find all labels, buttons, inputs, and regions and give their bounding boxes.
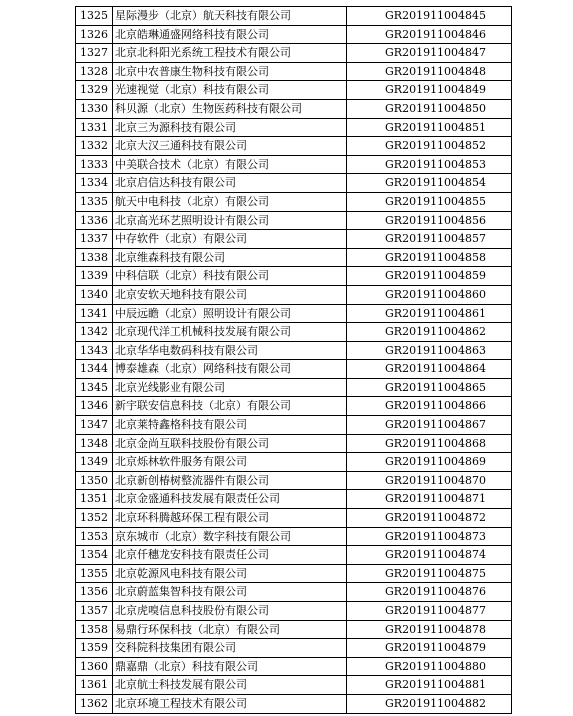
table-row [76,546,512,565]
row-number-cell: 1338 [76,248,113,267]
row-number-cell: 1347 [76,416,113,435]
table-row [76,211,512,230]
table-row [76,639,512,658]
table-row [76,471,512,490]
certificate-number-cell: GR201911004863 [347,341,512,360]
company-name-cell: 博泰雄森（北京）网络科技有限公司 [113,360,347,379]
row-number-cell: 1361 [76,676,113,695]
table-row [76,285,512,304]
company-name-cell: 北京北科阳光系统工程技术有限公司 [113,44,347,63]
table-row [76,62,512,81]
certificate-number-cell: GR201911004872 [347,509,512,528]
row-number-cell: 1346 [76,397,113,416]
table-row [76,602,512,621]
table-row [76,620,512,639]
company-name-cell: 鼎嘉鼎（北京）科技有限公司 [113,657,347,676]
certificate-number-cell: GR201911004875 [347,564,512,583]
company-name-cell: 北京航士科技发展有限公司 [113,676,347,695]
company-name-cell: 京东城市（北京）数字科技有限公司 [113,527,347,546]
company-name-cell: 北京安软天地科技有限公司 [113,285,347,304]
row-number-cell: 1326 [76,25,113,44]
company-name-cell: 北京金尚互联科技股份有限公司 [113,434,347,453]
company-name-cell: 新宇联安信息科技（北京）有限公司 [113,397,347,416]
certificate-number-cell: GR201911004860 [347,285,512,304]
company-name-cell: 北京金盛通科技发展有限责任公司 [113,490,347,509]
certificate-number-cell: GR201911004881 [347,676,512,695]
certificate-number-cell: GR201911004880 [347,657,512,676]
row-number-cell: 1329 [76,81,113,100]
table-row [76,434,512,453]
company-name-cell: 北京启信达科技有限公司 [113,174,347,193]
company-name-cell: 北京新创椿树整流器件有限公司 [113,471,347,490]
table-row [76,192,512,211]
certificate-number-cell: GR201911004859 [347,267,512,286]
table-row [76,230,512,249]
table-row [76,155,512,174]
row-number-cell: 1333 [76,155,113,174]
row-number-cell: 1355 [76,564,113,583]
certificate-number-cell: GR201911004852 [347,137,512,156]
company-name-cell: 北京现代洋工机械科技发展有限公司 [113,323,347,342]
company-name-cell: 星际漫步（北京）航天科技有限公司 [113,7,347,26]
table-row [76,527,512,546]
table-row [76,453,512,472]
company-name-cell: 易鼎行环保科技（北京）有限公司 [113,620,347,639]
table-row [76,7,512,26]
table-row [76,99,512,118]
row-number-cell: 1350 [76,471,113,490]
certificate-number-cell: GR201911004849 [347,81,512,100]
company-name-cell: 北京皓琳通盛网络科技有限公司 [113,25,347,44]
company-name-cell: 北京三为源科技有限公司 [113,118,347,137]
certificate-number-cell: GR201911004878 [347,620,512,639]
row-number-cell: 1344 [76,360,113,379]
company-name-cell: 北京仟穗龙安科技有限责任公司 [113,546,347,565]
certificate-number-cell: GR201911004873 [347,527,512,546]
certificate-number-cell: GR201911004846 [347,25,512,44]
table-row [76,397,512,416]
certificate-number-cell: GR201911004868 [347,434,512,453]
certificate-number-cell: GR201911004869 [347,453,512,472]
company-name-cell: 北京环境工程技术有限公司 [113,694,347,713]
table-body [76,7,512,714]
row-number-cell: 1354 [76,546,113,565]
certificate-number-cell: GR201911004855 [347,192,512,211]
company-name-cell: 北京华华电数码科技有限公司 [113,341,347,360]
row-number-cell: 1358 [76,620,113,639]
table-row [76,25,512,44]
company-name-cell: 北京维森科技有限公司 [113,248,347,267]
row-number-cell: 1362 [76,694,113,713]
row-number-cell: 1332 [76,137,113,156]
table-row [76,248,512,267]
row-number-cell: 1331 [76,118,113,137]
table-row [76,564,512,583]
certificate-number-cell: GR201911004879 [347,639,512,658]
certificate-number-cell: GR201911004870 [347,471,512,490]
company-name-cell: 北京虎嗅信息科技股份有限公司 [113,602,347,621]
certificate-number-cell: GR201911004865 [347,378,512,397]
row-number-cell: 1343 [76,341,113,360]
certificate-number-cell: GR201911004856 [347,211,512,230]
certificate-number-cell: GR201911004850 [347,99,512,118]
row-number-cell: 1356 [76,583,113,602]
company-name-cell: 北京中农普康生物科技有限公司 [113,62,347,81]
certificate-number-cell: GR201911004862 [347,323,512,342]
certificate-number-cell: GR201911004854 [347,174,512,193]
certificate-number-cell: GR201911004848 [347,62,512,81]
company-name-cell: 科贝源（北京）生物医药科技有限公司 [113,99,347,118]
row-number-cell: 1359 [76,639,113,658]
company-name-cell: 中科信联（北京）科技有限公司 [113,267,347,286]
row-number-cell: 1351 [76,490,113,509]
row-number-cell: 1340 [76,285,113,304]
certificate-number-cell: GR201911004871 [347,490,512,509]
certificate-number-cell: GR201911004861 [347,304,512,323]
certificate-number-cell: GR201911004882 [347,694,512,713]
certificate-number-cell: GR201911004857 [347,230,512,249]
table-row [76,583,512,602]
row-number-cell: 1335 [76,192,113,211]
company-certificate-table [75,6,512,714]
certificate-number-cell: GR201911004876 [347,583,512,602]
table-row [76,509,512,528]
row-number-cell: 1325 [76,7,113,26]
row-number-cell: 1360 [76,657,113,676]
table-row [76,341,512,360]
row-number-cell: 1342 [76,323,113,342]
company-name-cell: 北京烁林软件服务有限公司 [113,453,347,472]
company-name-cell: 航天中电科技（北京）有限公司 [113,192,347,211]
row-number-cell: 1353 [76,527,113,546]
company-name-cell: 北京光线影业有限公司 [113,378,347,397]
table-row [76,676,512,695]
row-number-cell: 1348 [76,434,113,453]
certificate-number-cell: GR201911004864 [347,360,512,379]
certificate-number-cell: GR201911004877 [347,602,512,621]
company-name-cell: 北京大汉三通科技有限公司 [113,137,347,156]
table-row [76,416,512,435]
row-number-cell: 1336 [76,211,113,230]
row-number-cell: 1334 [76,174,113,193]
company-name-cell: 光速视觉（北京）科技有限公司 [113,81,347,100]
row-number-cell: 1352 [76,509,113,528]
table-row [76,304,512,323]
table-row [76,137,512,156]
table-row [76,118,512,137]
table-row [76,378,512,397]
row-number-cell: 1339 [76,267,113,286]
company-name-cell: 北京环科腾越环保工程有限公司 [113,509,347,528]
certificate-number-cell: GR201911004866 [347,397,512,416]
row-number-cell: 1337 [76,230,113,249]
company-name-cell: 中辰远瞻（北京）照明设计有限公司 [113,304,347,323]
certificate-number-cell: GR201911004853 [347,155,512,174]
certificate-number-cell: GR201911004858 [347,248,512,267]
certificate-number-cell: GR201911004851 [347,118,512,137]
table-row [76,490,512,509]
table-row [76,694,512,713]
row-number-cell: 1330 [76,99,113,118]
company-name-cell: 交科院科技集团有限公司 [113,639,347,658]
table-row [76,657,512,676]
company-name-cell: 中美联合技术（北京）有限公司 [113,155,347,174]
company-name-cell: 北京蔚蓝集智科技有限公司 [113,583,347,602]
table-row [76,81,512,100]
row-number-cell: 1349 [76,453,113,472]
company-name-cell: 北京高光环艺照明设计有限公司 [113,211,347,230]
table-row [76,323,512,342]
row-number-cell: 1357 [76,602,113,621]
row-number-cell: 1328 [76,62,113,81]
table-row [76,44,512,63]
certificate-number-cell: GR201911004867 [347,416,512,435]
company-name-cell: 北京莱特鑫格科技有限公司 [113,416,347,435]
company-name-cell: 北京乾源风电科技有限公司 [113,564,347,583]
table-row [76,174,512,193]
certificate-number-cell: GR201911004845 [347,7,512,26]
table-row [76,360,512,379]
row-number-cell: 1327 [76,44,113,63]
company-name-cell: 中存软件（北京）有限公司 [113,230,347,249]
table-row [76,267,512,286]
certificate-number-cell: GR201911004874 [347,546,512,565]
row-number-cell: 1345 [76,378,113,397]
certificate-number-cell: GR201911004847 [347,44,512,63]
row-number-cell: 1341 [76,304,113,323]
